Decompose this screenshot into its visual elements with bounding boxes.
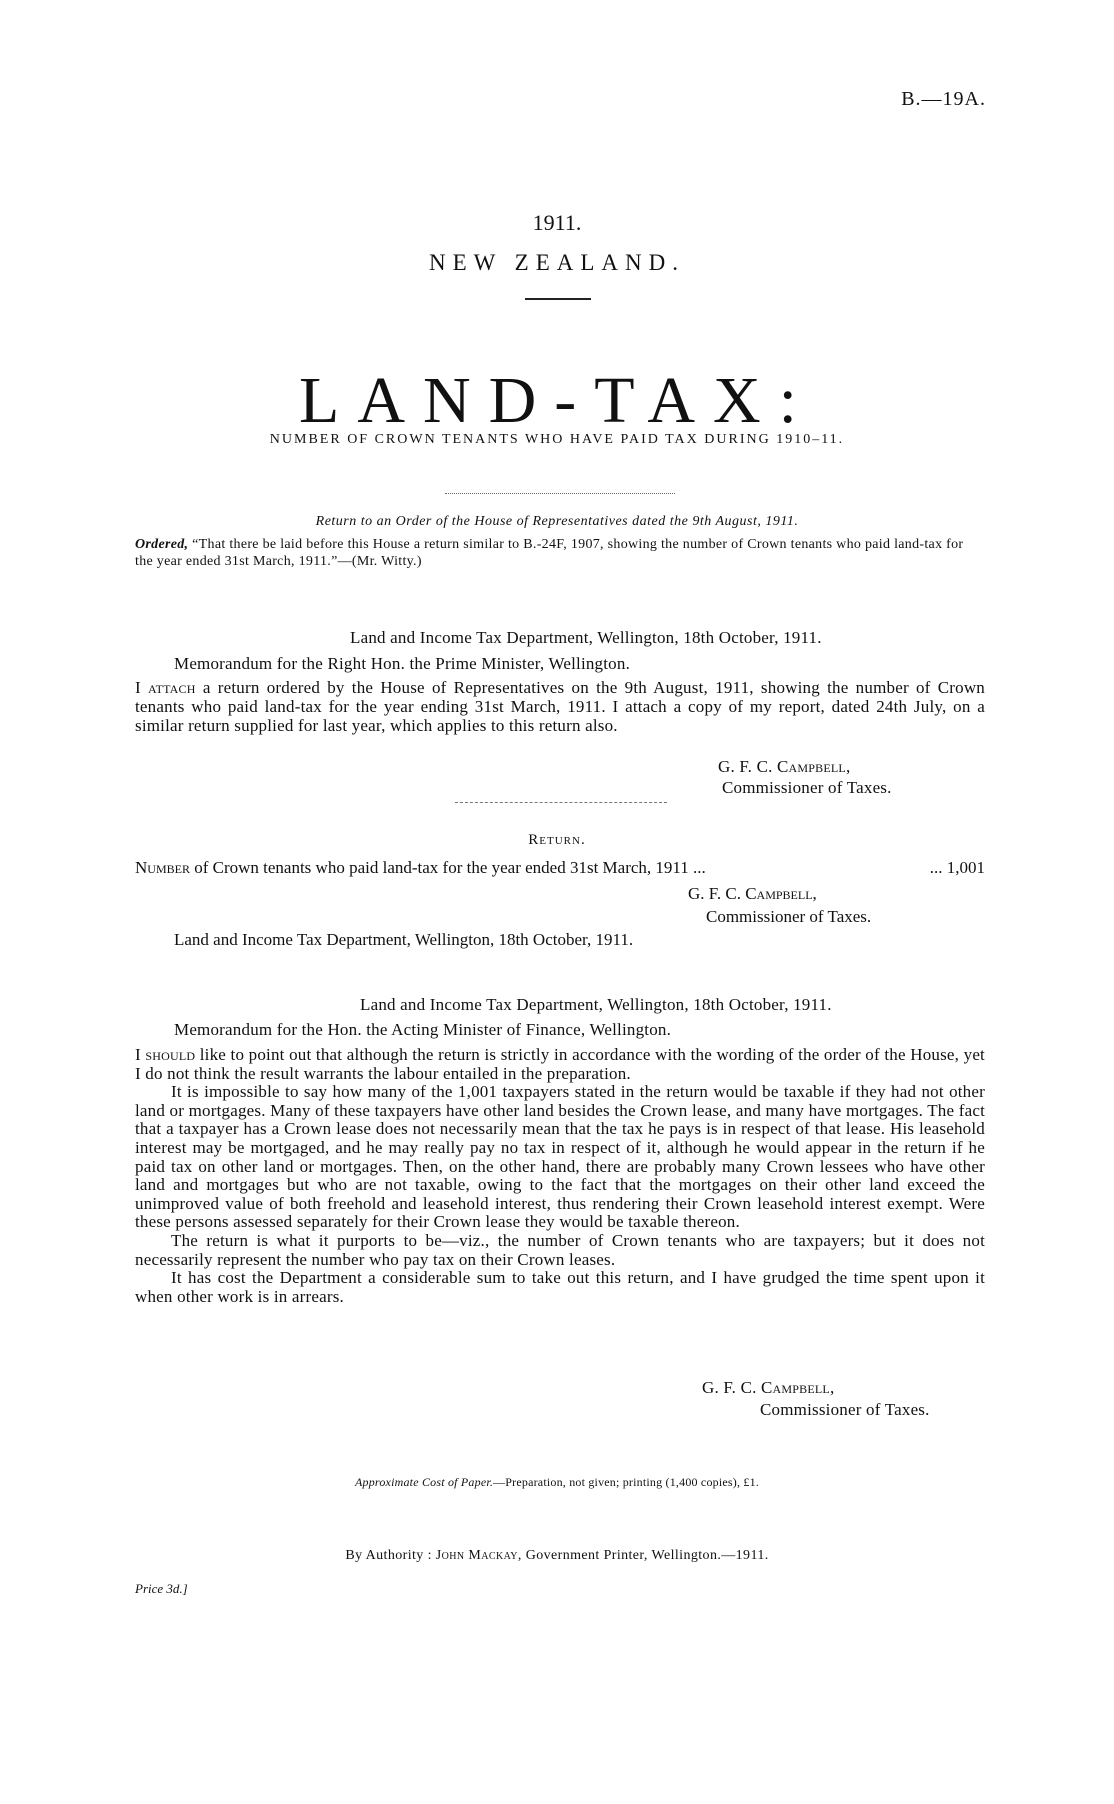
- document-reference: B.—19A.: [901, 88, 986, 110]
- memo1-body: [135, 678, 985, 735]
- cost-of-paper-line: [0, 1475, 1114, 1490]
- ordered-text: “That there be laid before this House a return similar to B.-24F, 1907, showing the number of Crown tenants who paid land-tax for the year ended 31st March, 1911.”—(Mr. Witty.): [135, 537, 964, 569]
- return-value: ... 1,001: [929, 858, 985, 877]
- memo1-heading: Land and Income Tax Department, Wellington, 18th October, 1911.: [350, 628, 822, 647]
- memo2-paragraph: It is impossible to say how many of the 1,001 taxpayers stated in the return would be taxable if they had not other land or mortgages. Many of these taxpayers have other land besides the Crown lease, and many have mortgages. The fact that a taxpayer has a Crown lease does not necessarily mean that the tax he pays is in respect of that lease. His leasehold interest may be mortgaged, and he may really pay no tax in respect of it, although he would appear in the return if he paid tax on other land or mortgages. Then, on the other hand, there are probably many Crown lessees who have other land and mortgages but who are not taxable, owing to the fact that the mortgages on their other land exceed the unimproved value of both freehold and leasehold interest, thus rendering their Crown leasehold interest exempt. Were these persons assessed separately for their Crown lease they would be taxable thereon.: [135, 1082, 985, 1232]
- return-label-text: of Crown tenants who paid land-tax for the year ended 31st March, 1911 ...: [194, 858, 706, 877]
- printer-last-name: Mackay,: [468, 1548, 522, 1563]
- cost-text: —Preparation, not given; printing (1,400 copies), £1.: [493, 1475, 759, 1489]
- authority-line: [0, 1548, 1114, 1564]
- year-heading: 1911.: [532, 210, 582, 235]
- memo2-paragraph: [135, 1046, 985, 1083]
- section-divider: [445, 493, 675, 494]
- return-department-line: Land and Income Tax Department, Wellington, 18th October, 1911.: [174, 930, 634, 949]
- return-label: [135, 858, 706, 878]
- return-heading: Return.: [528, 832, 586, 848]
- return-row: [135, 858, 985, 878]
- memo1-signature-name: G. F. C. Campbell,: [718, 757, 851, 776]
- cost-label: Approximate Cost of Paper.: [355, 1475, 494, 1489]
- price-label: Price 3d.]: [135, 1581, 188, 1596]
- memo2-signature-title: Commissioner of Taxes.: [760, 1400, 930, 1419]
- order-return-line: Return to an Order of the House of Representatives dated the 9th August, 1911.: [315, 514, 799, 529]
- memo1-lead: I attach: [135, 678, 196, 697]
- ordered-paragraph: [135, 536, 985, 570]
- country-heading: NEW ZEALAND.: [428, 250, 686, 275]
- page-title: LAND-TAX:: [299, 364, 815, 437]
- memo1-recipient: Memorandum for the Right Hon. the Prime Minister, Wellington.: [174, 654, 631, 673]
- title-divider: [525, 298, 591, 300]
- printer-first-name: John: [435, 1548, 465, 1563]
- memo2-recipient: Memorandum for the Hon. the Acting Minister of Finance, Wellington.: [174, 1020, 672, 1039]
- ordered-label: Ordered,: [135, 537, 189, 552]
- return-signature-name: G. F. C. Campbell,: [688, 884, 817, 903]
- memo2-paragraph-text: like to point out that although the return is strictly in accordance with the wording of the order of the House, yet I do not think the result warrants the labour entailed in the preparation.: [135, 1045, 985, 1083]
- return-lead: Number: [135, 858, 190, 877]
- memo1-text: a return ordered by the House of Representatives on the 9th August, 1911, showing the number of Crown tenants who paid land-tax for the year ending 31st March, 1911. I attach a copy of my report, dated 24th July, on a similar return supplied for last year, which applies to this return also.: [135, 678, 985, 735]
- section-divider: [455, 802, 667, 803]
- return-signature-title: Commissioner of Taxes.: [706, 907, 872, 926]
- memo2-paragraph: It has cost the Department a considerable sum to take out this return, and I have grudged the time spent upon it when other work is in arrears.: [135, 1268, 985, 1306]
- memo2-lead: I should: [135, 1045, 196, 1064]
- memo2-paragraph: The return is what it purports to be—viz., the number of Crown tenants who are taxpayers; but it does not necessarily represent the number who pay tax on their Crown leases.: [135, 1230, 985, 1269]
- authority-suffix: Government Printer, Wellington.—1911.: [525, 1548, 769, 1563]
- memo2-heading: Land and Income Tax Department, Wellington, 18th October, 1911.: [360, 995, 832, 1014]
- memo1-signature-title: Commissioner of Taxes.: [722, 778, 892, 797]
- authority-prefix: By Authority :: [345, 1548, 432, 1563]
- page-subtitle: NUMBER OF CROWN TENANTS WHO HAVE PAID TAX DURING 1910–11.: [269, 432, 845, 447]
- memo2-body: [135, 1046, 985, 1306]
- memo2-signature-name: G. F. C. Campbell,: [702, 1378, 835, 1397]
